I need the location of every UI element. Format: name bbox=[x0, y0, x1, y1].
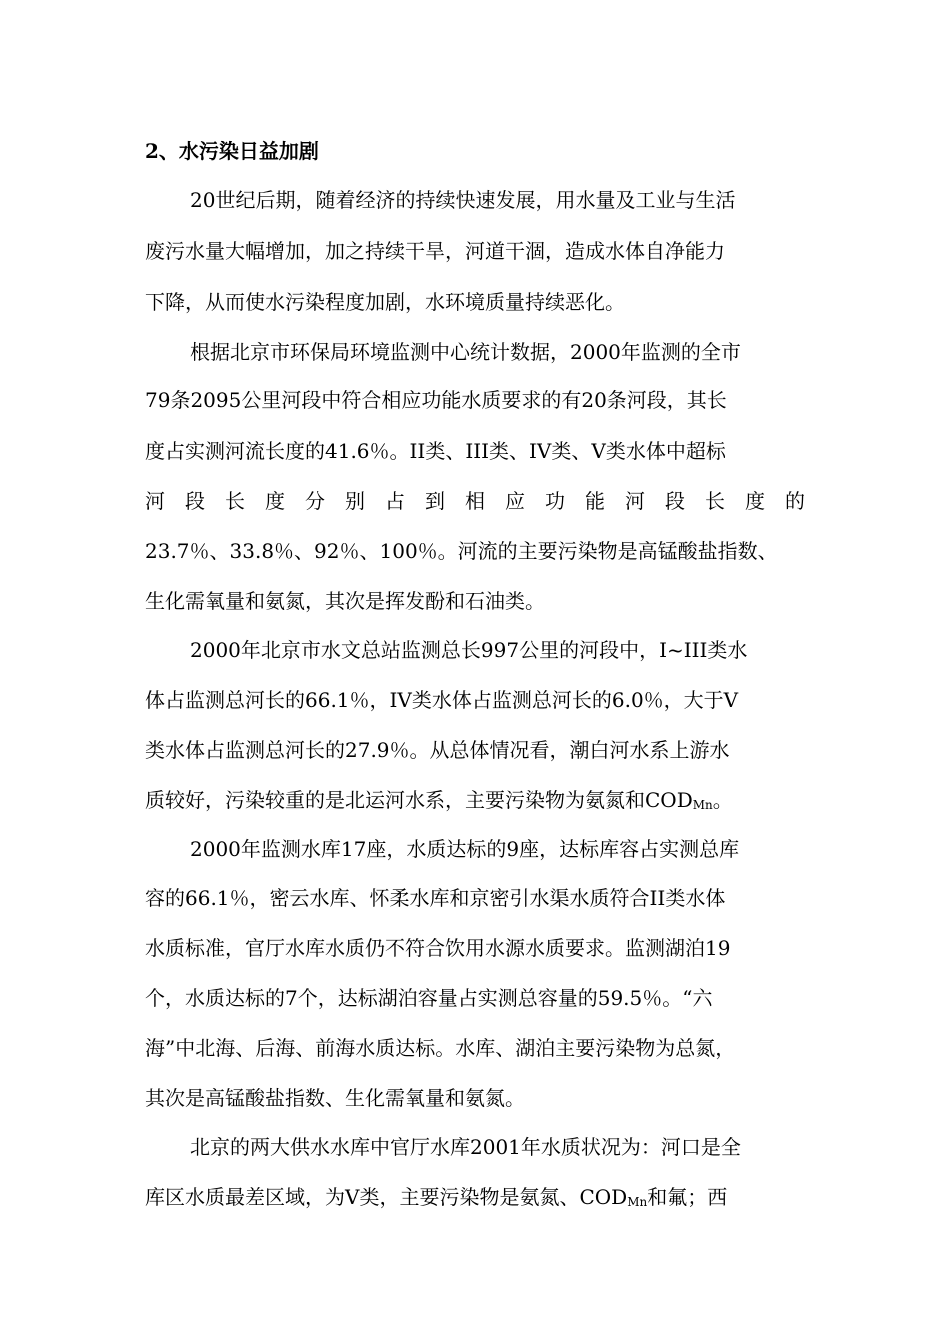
char: 度 bbox=[745, 489, 765, 513]
paragraph-4-line-4: 个，水质达标的7个，达标湖泊容量占实测总容量的59.5％。“六 bbox=[145, 986, 713, 1010]
char: 河 bbox=[145, 489, 165, 513]
paragraph-2-line-4 bbox=[145, 487, 805, 515]
paragraph-4-line-1: 2000年监测水库17座，水质达标的9座，达标库容占实测总库 bbox=[190, 837, 740, 861]
paragraph-5-line-1: 北京的两大供水水库中官厅水库2001年水质状况为：河口是全 bbox=[190, 1135, 741, 1159]
line-end: 。 bbox=[712, 788, 733, 812]
paragraph-1-line-1: 20世纪后期，随着经济的持续快速发展，用水量及工业与生活 bbox=[190, 188, 736, 212]
paragraph-4-line-3: 水质标准，官厅水库水质仍不符合饮用水源水质要求。监测湖泊19 bbox=[145, 936, 731, 960]
char: 占 bbox=[385, 489, 405, 513]
paragraph-2-line-5: 23.7％、33.8％、92％、100％。河流的主要污染物是高锰酸盐指数、 bbox=[145, 539, 778, 563]
char: 分 bbox=[305, 489, 325, 513]
subscript-mn: Mn bbox=[627, 1195, 648, 1209]
section-heading: 2、水污染日益加剧 bbox=[145, 139, 319, 163]
paragraph-2-line-1: 根据北京市环保局环境监测中心统计数据，2000年监测的全市 bbox=[190, 340, 741, 364]
paragraph-1-line-2: 废污水量大幅增加，加之持续干旱，河道干涸，造成水体自净能力 bbox=[145, 239, 725, 263]
char: 别 bbox=[345, 489, 365, 513]
paragraph-2-line-2: 79条2095公里河段中符合相应功能水质要求的有20条河段，其长 bbox=[145, 388, 727, 412]
paragraph-2-line-3: 度占实测河流长度的41.6％。II类、III类、IV类、V类水体中超标 bbox=[145, 439, 726, 463]
char: 度 bbox=[265, 489, 285, 513]
char: 功 bbox=[545, 489, 565, 513]
char: 长 bbox=[225, 489, 245, 513]
paragraph-4-line-6: 其次是高锰酸盐指数、生化需氧量和氨氮。 bbox=[145, 1086, 525, 1110]
paragraph-4-line-2: 容的66.1％，密云水库、怀柔水库和京密引水渠水质符合II类水体 bbox=[145, 886, 726, 910]
subscript-mn: Mn bbox=[692, 798, 713, 812]
paragraph-1-line-3: 下降，从而使水污染程度加剧，水环境质量持续恶化。 bbox=[145, 290, 625, 314]
char: 长 bbox=[705, 489, 725, 513]
paragraph-3-line-3: 类水体占监测总河长的27.9％。从总体情况看，潮白河水系上游水 bbox=[145, 738, 730, 762]
paragraph-3-line-1: 2000年北京市水文总站监测总长997公里的河段中，I~III类水 bbox=[190, 638, 748, 662]
char: 能 bbox=[585, 489, 605, 513]
char: 河 bbox=[625, 489, 645, 513]
paragraph-2-line-6: 生化需氧量和氨氮，其次是挥发酚和石油类。 bbox=[145, 589, 545, 613]
line-end: 和氟；西 bbox=[647, 1185, 728, 1209]
paragraph-4-line-5: 海”中北海、后海、前海水质达标。水库、湖泊主要污染物为总氮， bbox=[145, 1036, 736, 1060]
char: 相 bbox=[465, 489, 485, 513]
line-text: 质较好，污染较重的是北运河水系，主要污染物为氨氮和COD bbox=[145, 788, 693, 812]
char: 段 bbox=[185, 489, 205, 513]
paragraph-5-line-2 bbox=[145, 1183, 727, 1216]
paragraph-3-line-4 bbox=[145, 786, 733, 819]
paragraph-3-line-2: 体占监测总河长的66.1％，IV类水体占监测总河长的6.0％，大于V bbox=[145, 688, 739, 712]
char: 到 bbox=[425, 489, 445, 513]
char: 的 bbox=[785, 489, 805, 513]
line-text: 库区水质最差区域，为V类，主要污染物是氨氮、COD bbox=[145, 1185, 628, 1209]
char: 段 bbox=[665, 489, 685, 513]
char: 应 bbox=[505, 489, 525, 513]
